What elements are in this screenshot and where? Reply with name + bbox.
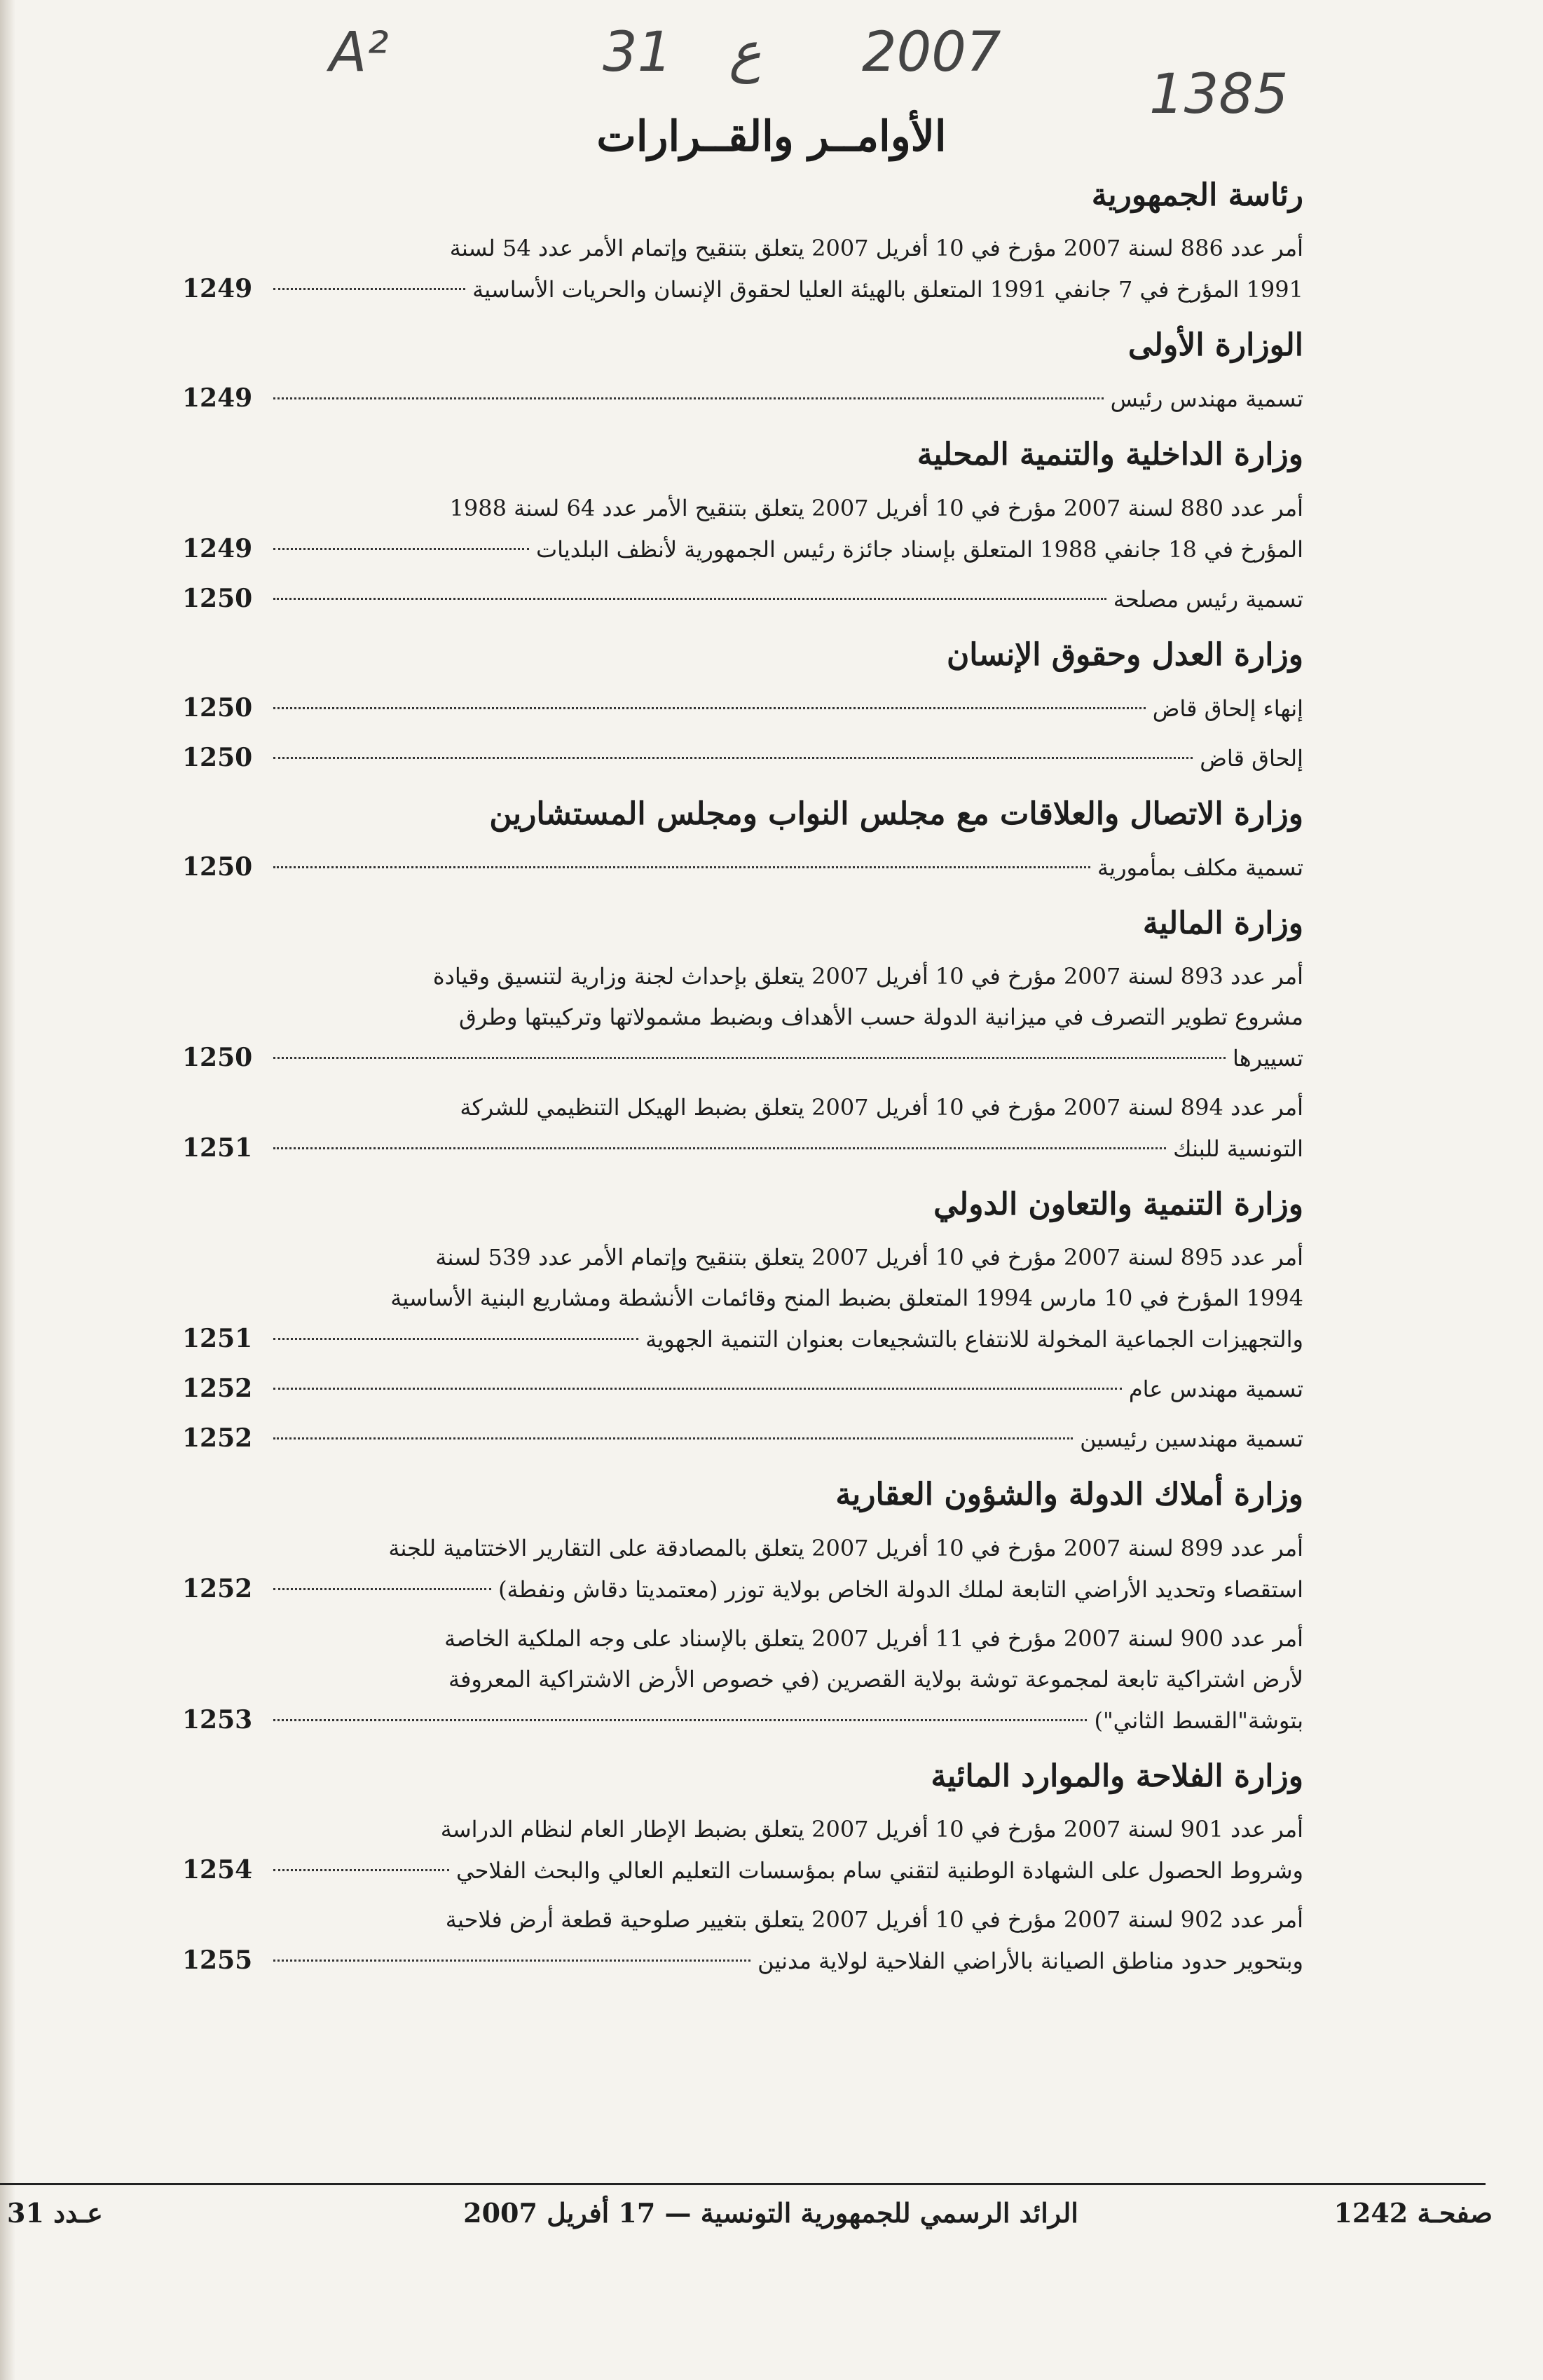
entry-text-line: أمر عدد 894 لسنة 2007 مؤرخ في 10 أفريل 2007 يتعلق بضبط الهيكل التنظيمي للشركة	[460, 1094, 1303, 1121]
entry-last-line	[182, 1318, 1303, 1360]
dot-leader	[273, 548, 529, 550]
toc-section	[182, 794, 1303, 888]
entry-page-number: 1254	[182, 1854, 253, 1885]
dot-leader	[273, 1057, 1226, 1059]
entry-text-line: بتوشة"القسط الثاني")	[1094, 1707, 1303, 1734]
entry-text-line: التونسية للبنك	[1173, 1135, 1303, 1163]
entry-page-number: 1253	[182, 1704, 253, 1735]
toc-section	[182, 1756, 1303, 1981]
toc-entry[interactable]	[182, 737, 1303, 779]
entry-text-line: تسمية مهندس رئيس	[1110, 385, 1303, 413]
page-title: الأوامــر والقــرارات	[596, 112, 947, 161]
entry-text-line: أمر عدد 900 لسنة 2007 مؤرخ في 11 أفريل 2007 يتعلق بالإسناد على وجه الملكية الخاصة	[444, 1625, 1303, 1652]
entry-last-line	[182, 737, 1303, 779]
toc-entry[interactable]	[182, 378, 1303, 419]
footer-page-number: صفحـة 1242	[1333, 2197, 1493, 2229]
dot-leader	[273, 1869, 449, 1871]
entry-text-line: استقصاء وتحديد الأراضي التابعة لملك الدولة الخاص بولاية توزر (معتمديتا دقاش ونفطة)	[498, 1575, 1303, 1603]
dot-leader	[273, 1437, 1073, 1439]
dot-leader	[273, 288, 465, 290]
entry-page-number: 1255	[182, 1945, 253, 1975]
dot-leader	[273, 1588, 491, 1590]
entry-last-line	[182, 1940, 1303, 1981]
entry-last-line	[182, 1849, 1303, 1891]
entry-last-line	[182, 1699, 1303, 1741]
toc-section	[182, 435, 1303, 619]
footer-gazette-title: الرائد الرسمي للجمهورية التونسية — 17 أفريل 2007	[463, 2197, 1078, 2229]
dot-leader	[273, 866, 1090, 868]
dot-leader	[273, 1388, 1122, 1390]
section-title: وزارة المالية	[1142, 905, 1303, 941]
entry-last-line	[182, 268, 1303, 310]
toc-entry[interactable]	[182, 847, 1303, 888]
toc-entry[interactable]	[182, 1899, 1303, 1981]
page-footer	[0, 2190, 1542, 2239]
dot-leader	[273, 1960, 750, 1962]
toc-entry[interactable]	[182, 1087, 1303, 1169]
entry-text-line: والتجهيزات الجماعية المخولة للانتفاع بالتشجيعات بعنوان التنمية الجهوية	[645, 1326, 1303, 1353]
toc-entry[interactable]	[182, 1368, 1303, 1409]
section-title: وزارة أملاك الدولة والشؤون العقارية	[835, 1477, 1303, 1513]
entry-page-number: 1251	[182, 1133, 253, 1163]
entry-text-line: تسييرها	[1232, 1045, 1303, 1072]
entry-page-number: 1252	[182, 1423, 253, 1454]
entry-page-number: 1250	[182, 583, 253, 613]
entry-page-number: 1250	[182, 742, 253, 772]
dot-leader	[273, 1338, 638, 1340]
handwritten-note-number: 1385	[1149, 63, 1289, 126]
entry-text-line: تسمية مهندسين رئيسين	[1080, 1425, 1303, 1453]
section-title: وزارة العدل وحقوق الإنسان	[946, 636, 1303, 673]
entry-page-number: 1250	[182, 692, 253, 723]
entry-text-line: إلحاق قاض	[1200, 744, 1303, 772]
handwritten-note-year: 2007	[862, 21, 1001, 84]
entry-page-number: 1251	[182, 1324, 253, 1354]
dot-leader	[273, 1719, 1087, 1721]
entry-last-line	[182, 688, 1303, 729]
entry-text-line: تسمية رئيس مصلحة	[1113, 585, 1303, 613]
toc-section	[182, 1475, 1303, 1740]
entry-page-number: 1250	[182, 1043, 253, 1073]
entry-page-number: 1249	[182, 383, 253, 413]
toc-entry[interactable]	[182, 1418, 1303, 1459]
entry-page-number: 1249	[182, 533, 253, 563]
toc-section	[182, 1184, 1303, 1459]
footer-divider	[0, 2183, 1486, 2185]
handwritten-note-ayn: ع	[729, 21, 762, 84]
toc-section	[182, 635, 1303, 779]
toc-entry[interactable]	[182, 1237, 1303, 1360]
dot-leader	[273, 757, 1193, 759]
entry-text-line: تسمية مهندس عام	[1128, 1376, 1303, 1403]
entry-last-line	[182, 1418, 1303, 1459]
entry-text-line: وبتحوير حدود مناطق الصيانة بالأراضي الفلاحية لولاية مدنين	[757, 1947, 1303, 1974]
scan-edge	[0, 0, 15, 2380]
entry-last-line	[182, 528, 1303, 570]
entry-text-line: 1994 المؤرخ في 10 مارس 1994 المتعلق بضبط المنح وقائمات الأنشطة ومشاريع البنية الأساسية	[390, 1285, 1303, 1312]
entry-last-line	[182, 578, 1303, 620]
entry-last-line	[182, 378, 1303, 419]
toc-section	[182, 175, 1303, 310]
entry-text-line: أمر عدد 901 لسنة 2007 مؤرخ في 10 أفريل 2007 يتعلق بضبط الإطار العام لنظام الدراسة	[440, 1815, 1303, 1842]
toc-section	[182, 903, 1303, 1169]
section-title: الوزارة الأولى	[1127, 327, 1303, 364]
section-title: وزارة الاتصال والعلاقات مع مجلس النواب ومجلس المستشارين	[489, 795, 1303, 832]
entry-last-line	[182, 1368, 1303, 1409]
entry-text-line: لأرض اشتراكية تابعة لمجموعة توشة بولاية القصرين (في خصوص الأرض الاشتراكية المعروفة	[448, 1665, 1303, 1692]
entry-text-line: تسمية مكلف بمأمورية	[1097, 854, 1303, 881]
entry-text-line: أمر عدد 880 لسنة 2007 مؤرخ في 10 أفريل 2007 يتعلق بتنقيح الأمر عدد 64 لسنة 1988	[449, 494, 1303, 521]
entry-text-line: أمر عدد 902 لسنة 2007 مؤرخ في 10 أفريل 2007 يتعلق بتغيير صلوحية قطعة أرض فلاحية	[445, 1906, 1303, 1933]
entry-page-number: 1252	[182, 1573, 253, 1603]
entry-page-number: 1250	[182, 852, 253, 882]
entry-text-line: مشروع تطوير التصرف في ميزانية الدولة حسب الأهداف وبضبط مشمولاتها وتركيبتها وطرق	[459, 1004, 1303, 1031]
toc-entry[interactable]	[182, 1809, 1303, 1891]
dot-leader	[273, 598, 1106, 600]
toc-entry[interactable]	[182, 578, 1303, 620]
section-title: وزارة التنمية والتعاون الدولي	[933, 1186, 1303, 1223]
table-of-contents	[182, 175, 1303, 1997]
footer-issue-number: عـدد 31	[7, 2197, 103, 2229]
dot-leader	[273, 707, 1146, 709]
entry-text-line: أمر عدد 895 لسنة 2007 مؤرخ في 10 أفريل 2007 يتعلق بتنقيح وإتمام الأمر عدد 539 لسنة	[435, 1244, 1303, 1271]
dot-leader	[273, 1147, 1166, 1149]
dot-leader	[273, 397, 1104, 399]
entry-text-line: 1991 المؤرخ في 7 جانفي 1991 المتعلق بالهيئة العليا لحقوق الإنسان والحريات الأساسية	[472, 276, 1303, 303]
entry-text-line: أمر عدد 893 لسنة 2007 مؤرخ في 10 أفريل 2007 يتعلق بإحداث لجنة وزارية لتنسيق وقيادة	[432, 963, 1303, 990]
entry-last-line	[182, 1037, 1303, 1079]
toc-entry[interactable]	[182, 688, 1303, 729]
toc-entry[interactable]	[182, 228, 1303, 310]
section-title: وزارة الداخلية والتنمية المحلية	[917, 437, 1303, 473]
entry-text-line: المؤرخ في 18 جانفي 1988 المتعلق بإسناد جائزة رئيس الجمهورية لأنظف البلديات	[536, 535, 1303, 563]
entry-page-number: 1249	[182, 274, 253, 304]
toc-entry[interactable]	[182, 488, 1303, 570]
section-title: رئاسة الجمهورية	[1091, 177, 1303, 213]
section-title: وزارة الفلاحة والموارد المائية	[931, 1758, 1303, 1794]
entry-text-line: أمر عدد 886 لسنة 2007 مؤرخ في 10 أفريل 2007 يتعلق بتنقيح وإتمام الأمر عدد 54 لسنة	[449, 235, 1303, 262]
entry-page-number: 1252	[182, 1374, 253, 1404]
toc-entry[interactable]	[182, 1618, 1303, 1741]
entry-last-line	[182, 1568, 1303, 1610]
entry-last-line	[182, 847, 1303, 888]
toc-entry[interactable]	[182, 956, 1303, 1079]
entry-text-line: وشروط الحصول على الشهادة الوطنية لتقني سام بمؤسسات التعليم العالي والبحث الفلاحي	[455, 1856, 1303, 1884]
handwritten-note-a: A²	[329, 21, 389, 84]
handwritten-note-31: 31	[603, 21, 673, 84]
toc-entry[interactable]	[182, 1528, 1303, 1610]
toc-section	[182, 325, 1303, 419]
entry-text-line: إنهاء إلحاق قاض	[1152, 695, 1303, 722]
entry-last-line	[182, 1128, 1303, 1169]
entry-text-line: أمر عدد 899 لسنة 2007 مؤرخ في 10 أفريل 2007 يتعلق بالمصادقة على التقارير الاختتامية للجنة	[388, 1534, 1303, 1561]
